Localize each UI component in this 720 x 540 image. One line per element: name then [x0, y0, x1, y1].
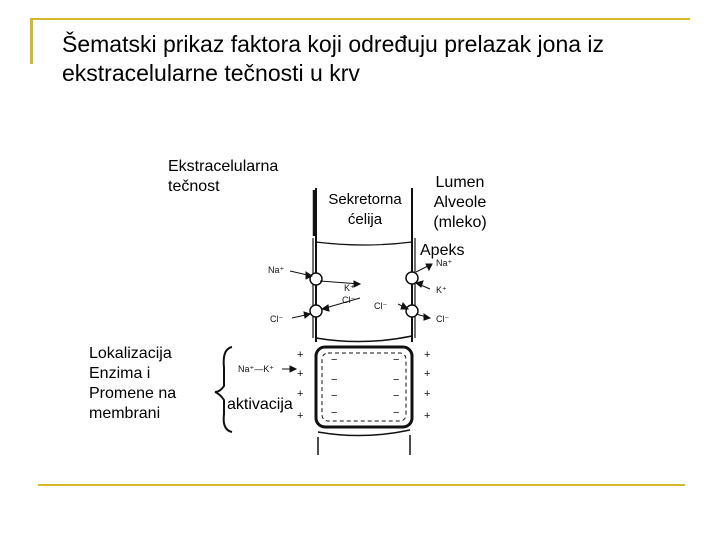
ion-cl-cell: Cl⁻	[342, 295, 356, 305]
ion-k-right: K⁺	[436, 285, 447, 295]
upper-cell-outline	[313, 188, 415, 342]
plus-sign: +	[424, 349, 431, 361]
minus-sign: −	[331, 390, 338, 402]
carrier-circle	[406, 305, 418, 317]
extracellular-label-line: Ekstracelularna	[168, 158, 279, 175]
plus-sign: +	[424, 388, 431, 400]
minus-sign: −	[393, 374, 400, 386]
ion-na-left: Na⁺	[268, 265, 285, 275]
minus-sign: −	[331, 374, 338, 386]
cell-label-line: Sekretorna	[328, 191, 402, 208]
activation-label: aktivacija	[227, 396, 293, 413]
lumen-label-line: Lumen	[435, 174, 485, 191]
ion-cl-right: Cl⁻	[436, 314, 450, 324]
ion-k-cell: K⁺	[344, 283, 355, 293]
plus-sign: +	[424, 368, 431, 380]
minus-sign: −	[331, 354, 338, 366]
enzyme-label-line: Lokalizacija	[89, 345, 172, 362]
plus-sign: +	[424, 410, 431, 422]
enzyme-label-line: Enzima i	[89, 365, 151, 382]
lumen-label-line: Alveole	[433, 194, 487, 211]
minus-sign: −	[393, 390, 400, 402]
ion-cl-left: Cl⁻	[270, 314, 284, 324]
enzyme-label-line: membrani	[89, 405, 161, 422]
carrier-circle	[406, 272, 418, 284]
cell-label-line: ćelija	[347, 211, 383, 228]
carrier-circle	[310, 305, 322, 317]
ion-cl-right-inner: Cl⁻	[374, 301, 388, 311]
ion-pump-label: Na⁺—K⁺	[238, 364, 275, 374]
plus-sign: +	[297, 368, 304, 380]
minus-sign: −	[393, 354, 400, 366]
ion-labels	[238, 258, 453, 374]
plus-sign: +	[297, 388, 304, 400]
plus-sign: +	[297, 410, 304, 422]
carrier-circle	[310, 273, 322, 285]
lumen-label-line: (mleko)	[433, 214, 487, 231]
minus-sign: −	[331, 407, 338, 419]
apex-label: Apeks	[420, 242, 465, 259]
plus-sign: +	[297, 349, 304, 361]
enzyme-label-line: Promene na	[89, 385, 177, 402]
extracellular-label-line: tečnost	[168, 178, 220, 195]
slide-title: Šematski prikaz faktora koji određuju prelazak jona iz ekstracelularne tečnosti u krv	[62, 31, 605, 86]
ion-na-right: Na⁺	[436, 258, 453, 268]
minus-sign: −	[393, 407, 400, 419]
pump-bracket	[215, 347, 232, 432]
